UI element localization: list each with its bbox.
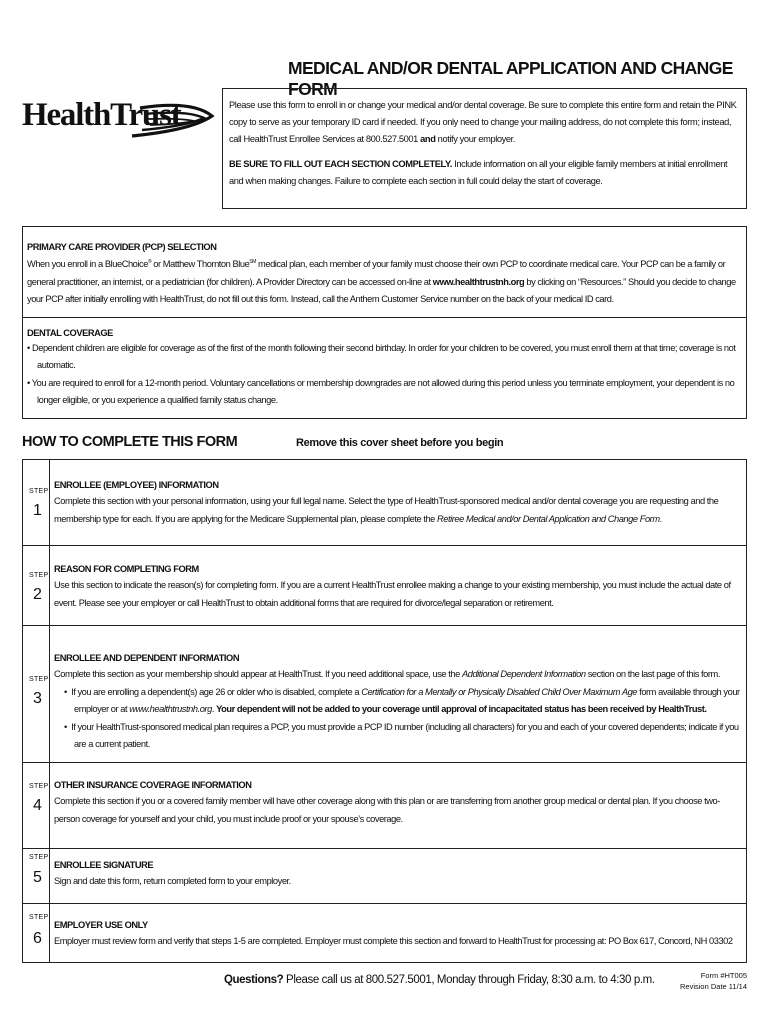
info-box [22, 226, 747, 419]
step-label: STEP [29, 572, 49, 579]
step-4-heading: OTHER INSURANCE COVERAGE INFORMATION [54, 780, 252, 790]
additional-dependent-section-name: Additional Dependent Information [461, 669, 586, 679]
certification-form-name: Certification for a Mentally or Physically Disabled Child Over Maximum Age [361, 686, 638, 697]
pcp-text-d: by clicking on “Resources.” Should you decide to change your PCP after initially enrolling with HealthTrust, do not fill out this form. Instead, call the Anthem Customer Service number on the back of your medical ID card. [27, 276, 736, 305]
intro-and: and [420, 134, 436, 144]
step-number: 6 [33, 930, 42, 947]
step-3-bullet-1-warning: Your dependent will not be added to your coverage until approval of incapacitated status has been received by HealthTrust. [216, 704, 707, 714]
pcp-heading: PRIMARY CARE PROVIDER (PCP) SELECTION [27, 242, 217, 252]
step-2-heading: REASON FOR COMPLETING FORM [54, 564, 199, 574]
intro-paragraph-1 [229, 97, 740, 148]
step-divider [49, 763, 50, 848]
intro-box [222, 88, 747, 209]
healthtrust-logo [22, 92, 217, 142]
step-3-text [54, 666, 740, 684]
dental-bullet-1: • Dependent children are eligible for coverage as of the first of the month following their second birthday. In order for your children to be covered, you must enroll them at that time; coverage is not automatic. [27, 342, 736, 371]
how-to-title: HOW TO COMPLETE THIS FORM [22, 434, 238, 450]
step-label: STEP [29, 783, 49, 790]
step-3-bullet-1: • If you are enrolling a dependent(s) age 26 or older who is disabled, complete a Certification for a Mentally or Physically Disabled Child Over Maximum Age form available through your employer or at www.healthtrustnh.org. Your dependent will not be added to your coverage until approval of incapacitated status has been received by HealthTrust. [64, 686, 740, 714]
step-number: 2 [33, 586, 42, 603]
dental-heading: DENTAL COVERAGE [27, 327, 113, 338]
step-label: STEP [29, 676, 49, 683]
step-3-bullet-1-c: . [211, 704, 217, 714]
step-1-text-end: . [659, 513, 662, 524]
step-divider [49, 546, 50, 625]
pcp-section [23, 227, 746, 317]
questions-label: Questions? [224, 974, 284, 986]
form-title: MEDICAL AND/OR DENTAL APPLICATION AND CHANGE FORM [288, 58, 733, 99]
pcp-text-a: When you enroll in a BlueChoice [27, 259, 148, 270]
step-number: 1 [33, 502, 42, 519]
step-6-body [54, 917, 740, 951]
step-3 [23, 625, 746, 762]
registered-mark: ® [147, 259, 152, 265]
step-4-text: Complete this section if you or a covered family member will have other coverage along with this plan or are transferring from another group medical or dental plan. If you choose two-person coverage for yourself and your child, you must include proof or your spouse’s coverage. [54, 796, 720, 824]
step-label: STEP [29, 854, 49, 861]
step-3-body [54, 650, 740, 754]
step-1-heading: ENROLLEE (EMPLOYEE) INFORMATION [54, 480, 219, 490]
intro-text-end: notify your employer. [435, 134, 516, 144]
form-info [680, 970, 747, 992]
intro-warning: BE SURE TO FILL OUT EACH SECTION COMPLETELY. [229, 159, 452, 169]
step-divider [49, 904, 50, 963]
step-5-text: Sign and date this form, return completed form to your employer. [54, 876, 291, 886]
service-mark: SM [249, 259, 256, 265]
step-divider [49, 849, 50, 903]
step-1-text-a: Complete this section with your personal information, using your full legal name. Select the type of HealthTrust-sponsored medical and/or dental coverage you are requesting and the membership type for each. If you are applying for the Medicare Supplemental plan, please complete the [54, 496, 719, 524]
step-1-text [54, 493, 740, 528]
questions-text: Please call us at 800.527.5001, Monday through Friday, 8:30 a.m. to 4:30 p.m. [283, 974, 655, 986]
step-number: 4 [33, 797, 42, 814]
questions-line [224, 974, 655, 986]
pcp-text-b: or Matthew Thornton Blue [151, 259, 250, 270]
retiree-form-name: Retiree Medical and/or Dental Application and Change Form [437, 513, 660, 524]
logo-text: HealthTrust [22, 97, 181, 133]
intro-text: Please use this form to enroll in or change your medical and/or dental coverage. Be sure to complete this entire form and retain the PINK copy to serve as your temporary ID card if needed. If you only need to change your mailing address, do not complete this form; instead, call HealthTrust Enrollee Services at 800.527.5001 [229, 100, 737, 144]
pcp-text-c: medical plan, each member of your family must choose their own PCP to coordinate medical care. Your PCP can be a family or general practitioner, an internist, or a pediatrician (for children). A Provider Directory can be accessed on-line at [27, 259, 726, 287]
website-link-italic[interactable]: www.healthtrustnh.org [129, 704, 212, 714]
step-4-body [54, 777, 740, 828]
dental-bullet-text: Dependent children are eligible for coverage as of the first of the month following their second birthday. In order for your children to be covered, you must enroll them at that time; coverage is not automatic. [31, 342, 736, 371]
step-3-bullet-1-a: If you are enrolling a dependent(s) age 26 or older who is disabled, complete a [71, 686, 362, 697]
step-number: 3 [33, 690, 42, 707]
revision-date: Revision Date 11/14 [680, 982, 747, 991]
step-5 [23, 848, 746, 903]
step-4 [23, 762, 746, 848]
step-number: 5 [33, 869, 42, 886]
website-link[interactable]: www.healthtrustnh.org [432, 276, 525, 287]
step-3-text-b: section on the last page of this form. [585, 669, 720, 679]
step-1 [23, 460, 746, 545]
form-number: Form #HT005 [700, 971, 747, 980]
step-6-text: Employer must review form and verify that steps 1-5 are completed. Employer must complete this section and forward to HealthTrust for processing at: PO Box 617, Concord, NH 03302 [54, 936, 733, 946]
step-2 [23, 545, 746, 625]
pcp-text [27, 254, 742, 309]
step-2-text: Use this section to indicate the reason(s) for completing form. If you are a current HealthTrust enrollee making a change to your existing membership, you must include the actual date of event. Please see your employer or call HealthTrust to obtain additional forms that are required for divorce/legal separation or retirement. [54, 580, 731, 608]
step-3-bullet-2: • If your HealthTrust-sponsored medical plan requires a PCP, you must provide a PCP ID number (including all characters) for you and each of your covered dependents; indicate if you are a current patient. [64, 721, 739, 749]
remove-cover-note: Remove this cover sheet before you begin [296, 437, 504, 449]
intro-warning-text: Include information on all your eligible family members at initial enrollment and when making changes. Failure to complete each section in full could delay the start of coverage. [229, 159, 728, 186]
dental-section [23, 317, 746, 418]
step-3-heading: ENROLLEE AND DEPENDENT INFORMATION [54, 653, 240, 663]
dental-bullet-2: • You are required to enroll for a 12-month period. Voluntary cancellations or membership downgrades are not allowed during this period unless you terminate employment, your dependent is no longer eligible, or you experience a qualified family status change. [27, 377, 735, 406]
step-5-heading: ENROLLEE SIGNATURE [54, 860, 154, 870]
step-label: STEP [29, 914, 49, 921]
step-3-text-a: Complete this section as your membership should appear at HealthTrust. If you need additional space, use the [54, 669, 462, 679]
step-3-bullet-2-text: If your HealthTrust-sponsored medical plan requires a PCP, you must provide a PCP ID number (including all characters) for you and each of your covered dependents; indicate if you are a current patient. [71, 721, 739, 749]
step-2-body [54, 561, 740, 612]
dental-bullet-text: You are required to enroll for a 12-month period. Voluntary cancellations or membership downgrades are not allowed during this period unless you terminate employment, your dependent is no longer eligible, or you experience a qualified family status change. [31, 377, 735, 406]
step-divider [49, 460, 50, 545]
step-divider [49, 626, 50, 762]
intro-paragraph-2 [229, 156, 740, 190]
steps-box [22, 459, 747, 963]
step-6 [23, 903, 746, 963]
step-label: STEP [29, 488, 49, 495]
step-1-body [54, 477, 740, 528]
step-3-bullet-1-b: form available through your employer or at [74, 686, 740, 714]
step-5-body [54, 857, 740, 891]
step-6-heading: EMPLOYER USE ONLY [54, 920, 148, 930]
